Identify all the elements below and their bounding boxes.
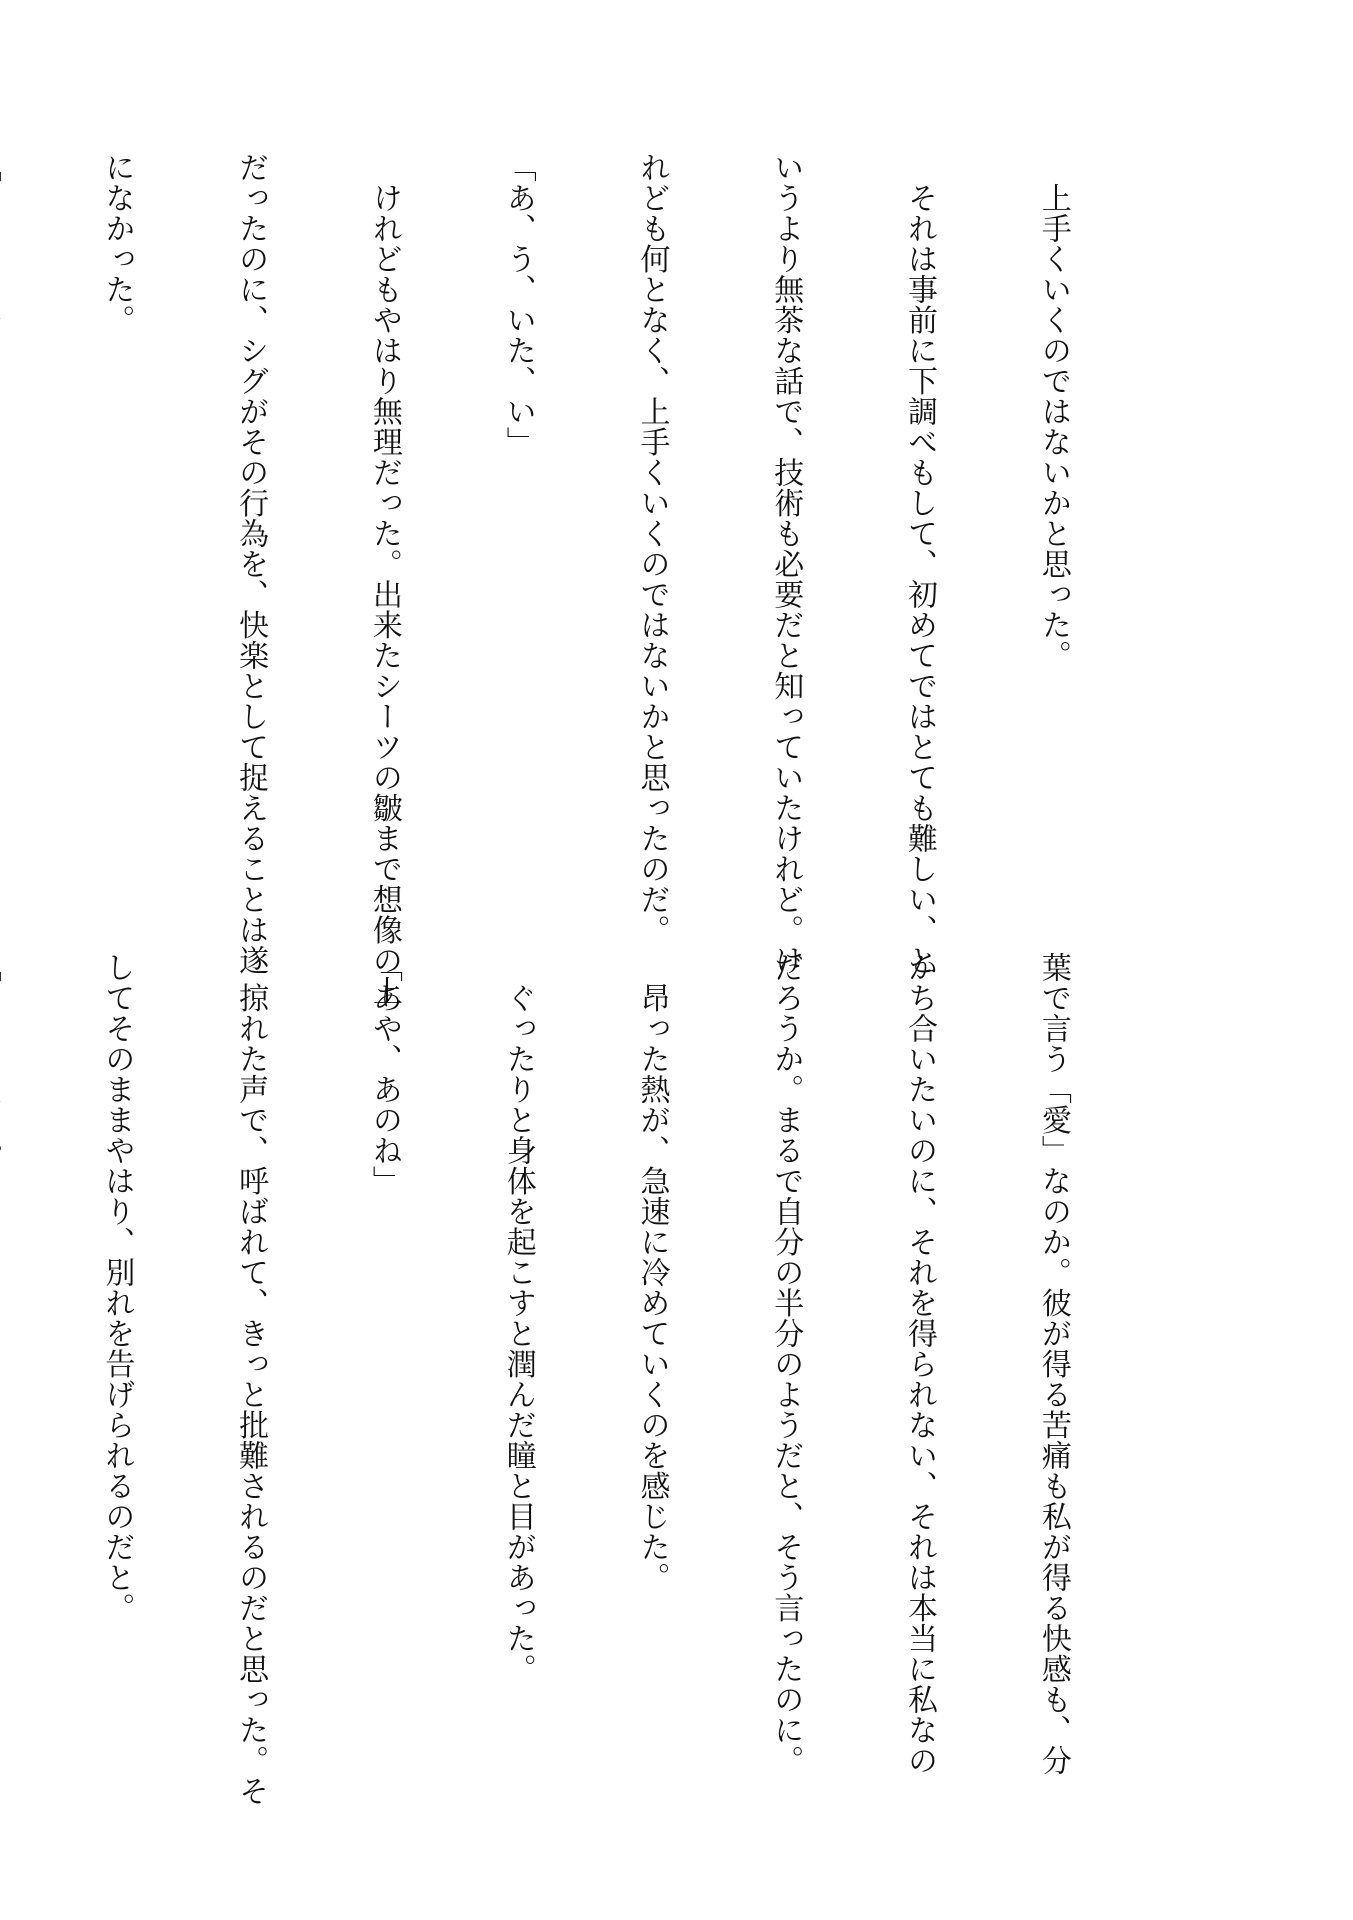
text-column: 昂った熱が、急速に冷めていくのを感じた。 bbox=[634, 952, 670, 1593]
text-column: 「あ、う、いた、い」 bbox=[500, 152, 536, 457]
lower-text-block bbox=[99, 952, 1164, 1806]
text-column: かち合いたいのに、それを得られない、それは本当に私なの bbox=[902, 952, 938, 1776]
text-column: ぐったりと身体を起こすと潤んだ瞳と目があった。 bbox=[500, 952, 536, 1684]
text-column: してそのままやはり、別れを告げられるのだと。 bbox=[99, 952, 135, 1623]
text-column: 「あや、あのね」 bbox=[366, 952, 402, 1196]
text-column: それは事前に下調べもして、初めてではとても難しい、と bbox=[902, 152, 938, 976]
text-column: いうより無茶な話で、技術も必要だと知っていたけれど。け bbox=[768, 152, 804, 976]
text-column: になかった。 bbox=[99, 152, 135, 335]
text-column: れども何となく、上手くいくのではないかと思ったのだ。 bbox=[634, 152, 670, 945]
text-column: けれどもやはり無理だった。出来たシーツの皺まで想像の上 bbox=[366, 152, 402, 1006]
text-column: 葉で言う「愛」なのか。彼が得る苦痛も私が得る快感も、分 bbox=[1035, 952, 1071, 1776]
text-column: だろうか。まるで自分の半分のようだと、そう言ったのに。 bbox=[768, 952, 804, 1776]
text-column bbox=[0, 952, 5, 1712]
text-column: だったのに、シグがその行為を、快楽として捉えることは遂 bbox=[233, 152, 269, 976]
text-column bbox=[0, 152, 5, 892]
text-column: 上手くいくのではないかと思った。 bbox=[1035, 152, 1071, 671]
upper-text-block bbox=[99, 152, 1164, 1006]
text-column: 掠れた声で、呼ばれて、きっと批難されるのだと思った。そ bbox=[233, 952, 269, 1806]
